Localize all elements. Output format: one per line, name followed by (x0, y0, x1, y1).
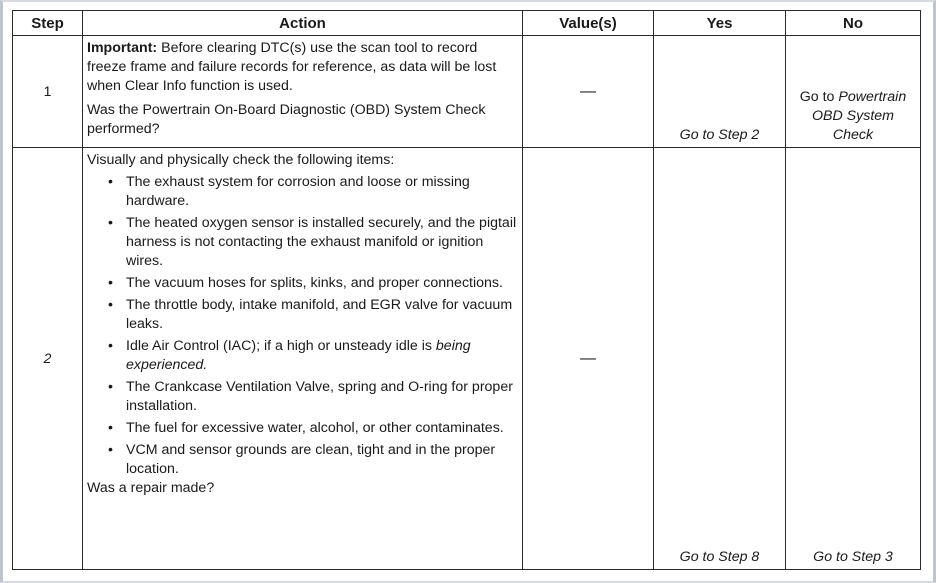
list-item: • VCM and sensor grounds are clean, tight and in the proper location. (108, 442, 496, 477)
item-italic-text: being experienced. (126, 338, 471, 373)
header-yes: Yes (654, 11, 786, 36)
list-item: • The throttle body, intake manifold, and EGR valve for vacuum leaks. (108, 297, 513, 332)
list-item: • The exhaust system for corrosion and loose or missing hardware. (108, 174, 470, 209)
diagnostic-table (12, 10, 921, 570)
no-cell-2 (786, 148, 921, 570)
no-cell-1 (786, 36, 921, 148)
header-action: Action (83, 11, 523, 36)
list-item: • The fuel for excessive water, alcohol, or other contaminates. (108, 420, 504, 436)
bullet-icon: • (108, 174, 113, 190)
yes-link-step-8[interactable]: Go to Step 8 (679, 549, 760, 565)
table-row-step-2 (13, 148, 921, 570)
yes-cell-2 (654, 148, 786, 570)
action-cell-1 (83, 36, 523, 148)
bullet-icon: • (108, 379, 113, 395)
yes-link-step-2[interactable]: Go to Step 2 (679, 127, 760, 143)
check-list (87, 173, 518, 479)
table-row-step-1 (13, 36, 921, 148)
value-cell-1: — (523, 36, 654, 148)
list-item: • The heated oxygen sensor is installed securely, and the pigtail harness is not contacting the exhaust manifold or ignition wires. (108, 215, 517, 269)
bullet-icon: • (108, 420, 113, 436)
bullet-icon: • (108, 275, 113, 291)
no-link-powertrain-obd[interactable]: Powertrain OBD System Check (812, 89, 907, 143)
step-number-2: 2 (13, 148, 83, 570)
bullet-icon: • (108, 442, 113, 458)
yes-cell-1 (654, 36, 786, 148)
list-item: • The Crankcase Ventilation Valve, spring and O-ring for proper installation. (108, 379, 513, 414)
action-cell-2 (83, 148, 523, 570)
bullet-icon: • (108, 215, 113, 231)
header-values: Value(s) (523, 11, 654, 36)
header-step: Step (13, 11, 83, 36)
step-1-question: Was the Powertrain On-Board Diagnostic (OBD) System Check performed? (87, 102, 486, 137)
step-2-question: Was a repair made? (87, 480, 215, 496)
bullet-icon: • (108, 297, 113, 313)
bullet-icon: • (108, 338, 113, 354)
step-2-intro: Visually and physically check the following items: (87, 152, 395, 168)
list-item: • Idle Air Control (IAC); if a high or unsteady idle is being experienced. (108, 338, 471, 373)
no-prefix: Go to (799, 89, 835, 105)
important-label: Important: (87, 40, 158, 56)
step-number-1: 1 (13, 36, 83, 148)
important-note (87, 39, 518, 96)
important-text: Before clearing DTC(s) use the scan tool to record freeze frame and failure records for reference, as data will be lost when Clear Info function is used. (87, 40, 497, 94)
header-row (13, 11, 921, 36)
value-cell-2: — (523, 148, 654, 570)
header-no: No (786, 11, 921, 36)
list-item: • The vacuum hoses for splits, kinks, and proper connections. (108, 275, 503, 291)
no-link-step-3[interactable]: Go to Step 3 (813, 549, 893, 565)
